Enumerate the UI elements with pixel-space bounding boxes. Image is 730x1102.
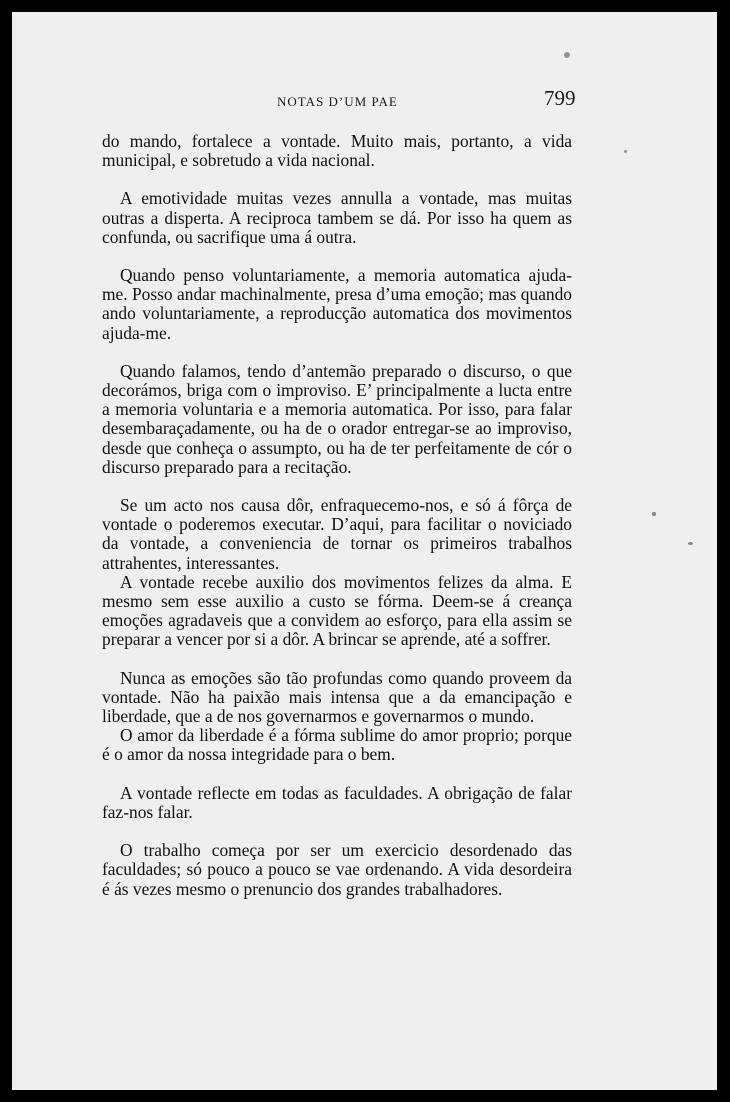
paragraph: do mando, fortalece a vontade. Muito mais, portanto, a vida municipal, e sobretudo a vida nacional.: [102, 131, 572, 171]
page-number: 799: [544, 86, 576, 110]
scan-speck: [564, 52, 570, 58]
running-title: NOTAS D’UM PAE: [277, 94, 398, 109]
paragraph: A vontade recebe auxilio dos movimentos felizes da alma. E mesmo sem esse auxilio a custo se fórma. Deem-se á creança emoções agradaveis que a convidem ao esforço, para ella assim se preparar a vencer por si a dôr. A brincar se aprende, até a soffrer.: [102, 571, 572, 650]
paragraph: A vontade reflecte em todas as faculdades. A obrigação de falar faz-nos falar.: [102, 782, 572, 822]
page-header: [12, 86, 717, 116]
paragraph: Se um acto nos causa dôr, enfraquecemo-nos, e só á fôrça de vontade o poderemos executar. D’aqui, para facilitar o noviciado da vontade, a conveniencia de tornar os primeiros trabalhos attrahentes, interessantes.: [102, 495, 572, 573]
paragraph: O trabalho começa por ser um exercicio desordenado das faculdades; só pouco a pouco se vae ordenando. A vida desordeira é ás vezes mesmo o prenuncio dos grandes trabalhadores.: [102, 840, 572, 899]
body-text: [102, 132, 572, 899]
paragraph: Nunca as emoções são tão profundas como quando proveem da vontade. Não ha paixão mais intensa que a da emancipação e liberdade, que a de nos governarmos e governarmos o mundo.: [102, 667, 572, 727]
paragraph: A emotividade muitas vezes annulla a vontade, mas muitas outras a disperta. A reciproca tambem se dá. Por isso ha quem as confunda, ou sacrifique uma á outra.: [102, 188, 572, 247]
paragraph: O amor da liberdade é a fórma sublime do amor proprio; porque é o amor da nossa integridade para o bem.: [102, 725, 572, 765]
paragraph: Quando falamos, tendo d’antemão preparado o discurso, o que decorámos, briga com o improviso. E’ principalmente a lucta entre a memoria voluntaria e a memoria automatica. Por isso, para falar desembaraçadamente, ou ha de o orador entregar-se ao improviso, desde que conheça o assumpto, ou ha de ter perfeitamente de cór o discurso preparado para a recitação.: [102, 360, 572, 477]
book-page: [12, 12, 717, 1090]
scan-speck: [652, 512, 656, 516]
scan-speck: [688, 542, 693, 545]
paragraph: Quando penso voluntariamente, a memoria automatica ajuda-me. Posso andar machinalmente, presa d’uma emoção; mas quando ando voluntariamente, a reproducção automatica dos movimentos ajuda-me.: [102, 265, 572, 343]
scan-speck: [624, 150, 627, 153]
